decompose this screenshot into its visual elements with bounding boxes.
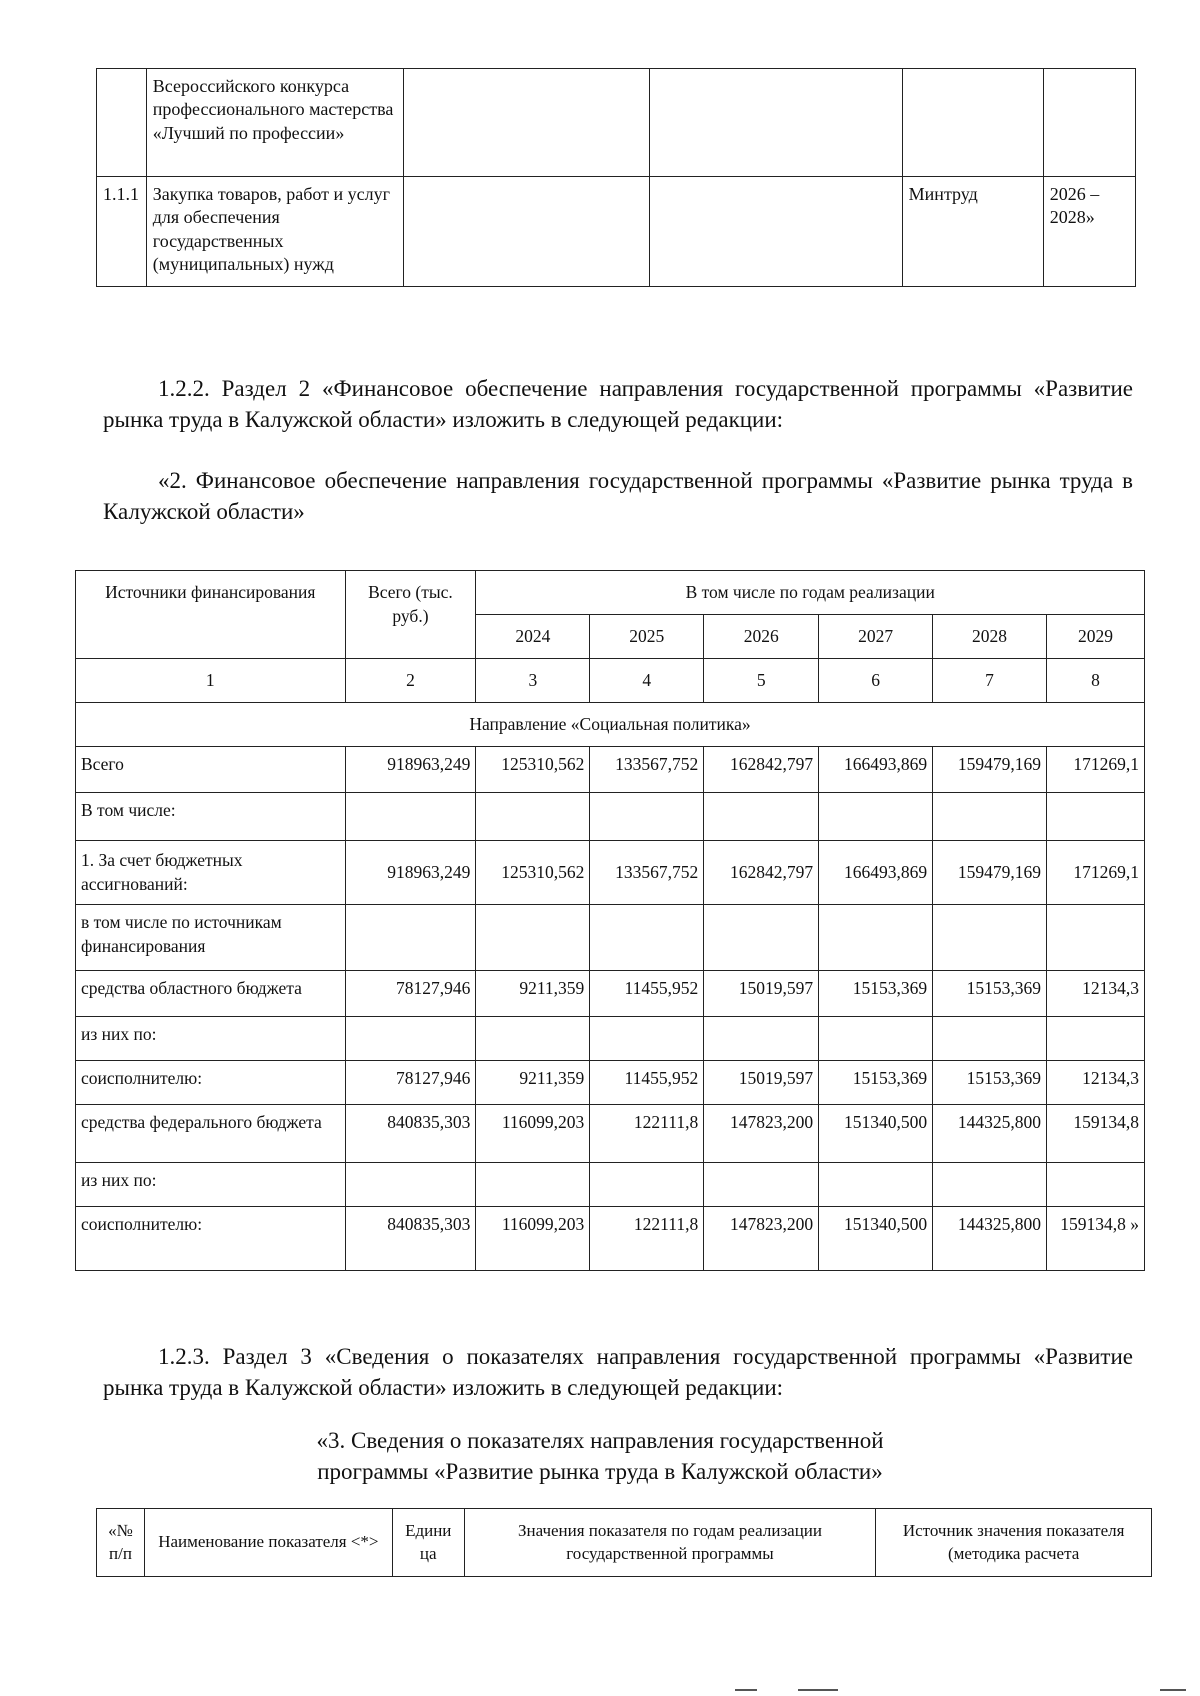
amount-cell [1047,905,1145,971]
amount-cell: 15019,597 [704,971,819,1017]
column-number: 5 [704,659,819,703]
column-number: 1 [76,659,346,703]
amount-cell [590,1163,704,1207]
amount-cell [704,1163,819,1207]
amount-cell: 918963,249 [345,747,476,793]
amount-cell: 159134,8 [1047,1105,1145,1163]
amount-cell: 840835,303 [345,1207,476,1271]
amount-cell: 116099,203 [476,1207,590,1271]
amount-cell: 151340,500 [819,1105,933,1163]
header-sources: Источники финансирования [76,571,346,659]
column-number: 2 [345,659,476,703]
amount-cell: 12134,3 [1047,1061,1145,1105]
amount-cell: 171269,1 [1047,747,1145,793]
amount-cell: 15153,369 [819,971,933,1017]
header-year: 2029 [1047,615,1145,659]
amount-cell: 162842,797 [704,747,819,793]
scan-mark [798,1689,838,1691]
amount-cell [476,905,590,971]
amount-cell: 166493,869 [819,841,933,905]
amount-cell: 122111,8 [590,1207,704,1271]
amount-cell [476,793,590,841]
activity-name: Всероссийского конкурса профессионального мастерства «Лучший по профессии» [146,69,403,177]
column-number: 6 [819,659,933,703]
amount-cell [1047,1017,1145,1061]
table-row [76,1105,1145,1163]
column-number: 8 [1047,659,1145,703]
amount-cell [345,793,476,841]
header-year: 2025 [590,615,704,659]
amount-cell: 11455,952 [590,971,704,1017]
header-row [97,1509,1152,1577]
table-row [76,1061,1145,1105]
amount-cell: 78127,946 [345,1061,476,1105]
amount-cell [704,1017,819,1061]
source-label: из них по: [76,1017,346,1061]
amount-cell [476,1163,590,1207]
indicators-table [96,1508,1152,1577]
table-row [76,1163,1145,1207]
header-unit: Едини ца [392,1509,464,1577]
paragraph-1-2-3: 1.2.3. Раздел 3 «Сведения о показателях направления государственной программы «Развитие рынка труда в Калужской области» изложить в следующей редакции: [103,1344,1133,1400]
column-number: 7 [933,659,1047,703]
header-total: Всего (тыс. руб.) [345,571,476,659]
column-number: 4 [590,659,704,703]
amount-cell: 840835,303 [345,1105,476,1163]
source-label: в том числе по источникам финансирования [76,905,346,971]
scan-mark [735,1689,757,1691]
executor-cell [902,69,1043,177]
section-3-title-line2: программы «Развитие рынка труда в Калужской области» [317,1459,883,1484]
header-year: 2028 [933,615,1047,659]
empty-cell [403,177,649,287]
table-row [76,971,1145,1017]
empty-cell [649,69,902,177]
header-row [76,571,1145,615]
column-number: 3 [476,659,590,703]
amount-cell [1047,1163,1145,1207]
amount-cell: 78127,946 [345,971,476,1017]
amount-cell: 159479,169 [933,841,1047,905]
amount-cell [704,905,819,971]
source-label: средства федерального бюджета [76,1105,346,1163]
table-row [97,177,1136,287]
table-row [76,841,1145,905]
header-year: 2024 [476,615,590,659]
source-label: В том числе: [76,793,346,841]
scan-mark [1160,1689,1186,1691]
amount-cell: 144325,800 [933,1207,1047,1271]
years-cell [1043,69,1135,177]
table-row [97,69,1136,177]
source-label: 1. За счет бюджетных ассигнований: [76,841,346,905]
header-year: 2027 [819,615,933,659]
amount-cell [819,905,933,971]
amount-cell [819,1017,933,1061]
amount-cell: 162842,797 [704,841,819,905]
source-label: соисполнителю: [76,1207,346,1271]
amount-cell: 15019,597 [704,1061,819,1105]
amount-cell [819,1163,933,1207]
financing-rows [76,747,1145,1271]
table-row [76,1207,1145,1271]
table-row [76,1017,1145,1061]
section-2-title: «2. Финансовое обеспечение направления государственной программы «Развитие рынка труда в Калужской области» [103,468,1133,524]
empty-cell [403,69,649,177]
top-activities-table [96,68,1136,287]
source-label: из них по: [76,1163,346,1207]
row-number [97,69,147,177]
amount-cell: 144325,800 [933,1105,1047,1163]
amount-cell: 125310,562 [476,841,590,905]
empty-cell [649,177,902,287]
amount-cell: 15153,369 [933,971,1047,1017]
column-numbers-row [76,659,1145,703]
amount-cell [345,905,476,971]
header-values-by-year: Значения показателя по годам реализации государственной программы [464,1509,876,1577]
amount-cell: 9211,359 [476,971,590,1017]
amount-cell: 151340,500 [819,1207,933,1271]
amount-cell: 159134,8 » [1047,1207,1145,1271]
amount-cell [933,1017,1047,1061]
amount-cell [1047,793,1145,841]
row-number: 1.1.1 [97,177,147,287]
amount-cell: 12134,3 [1047,971,1145,1017]
amount-cell: 11455,952 [590,1061,704,1105]
source-label: соисполнителю: [76,1061,346,1105]
amount-cell [933,905,1047,971]
years-cell: 2026 – 2028» [1043,177,1135,287]
financing-table [75,570,1145,1271]
amount-cell: 15153,369 [933,1061,1047,1105]
amount-cell: 918963,249 [345,841,476,905]
section-title: Направление «Социальная политика» [76,703,1145,747]
activity-name: Закупка товаров, работ и услуг для обеспечения государственных (муниципальных) нужд [146,177,403,287]
source-label: средства областного бюджета [76,971,346,1017]
amount-cell [590,793,704,841]
amount-cell: 147823,200 [704,1207,819,1271]
amount-cell [345,1017,476,1061]
header-source: Источник значения показателя (методика расчета [876,1509,1152,1577]
amount-cell [933,793,1047,841]
amount-cell [704,793,819,841]
amount-cell: 9211,359 [476,1061,590,1105]
header-year: 2026 [704,615,819,659]
amount-cell: 133567,752 [590,747,704,793]
table-row [76,747,1145,793]
table-row [76,793,1145,841]
amount-cell: 125310,562 [476,747,590,793]
executor-cell: Минтруд [902,177,1043,287]
source-label: Всего [76,747,346,793]
header-indicator-name: Наименование показателя <*> [144,1509,392,1577]
amount-cell: 133567,752 [590,841,704,905]
paragraph-1-2-2: 1.2.2. Раздел 2 «Финансовое обеспечение направления государственной программы «Развитие рынка труда в Калужской области» изложить в следующей редакции: [103,376,1133,432]
amount-cell: 159479,169 [933,747,1047,793]
amount-cell [345,1163,476,1207]
amount-cell [819,793,933,841]
table-row [76,905,1145,971]
amount-cell: 122111,8 [590,1105,704,1163]
header-by-years: В том числе по годам реализации [476,571,1145,615]
amount-cell: 166493,869 [819,747,933,793]
amount-cell: 171269,1 [1047,841,1145,905]
amount-cell: 147823,200 [704,1105,819,1163]
header-number: «№ п/п [97,1509,145,1577]
amount-cell: 15153,369 [819,1061,933,1105]
amount-cell [476,1017,590,1061]
section-3-title-line1: «3. Сведения о показателях направления государственной [316,1428,884,1453]
amount-cell: 116099,203 [476,1105,590,1163]
section-row [76,703,1145,747]
amount-cell [590,1017,704,1061]
amount-cell [590,905,704,971]
amount-cell [933,1163,1047,1207]
